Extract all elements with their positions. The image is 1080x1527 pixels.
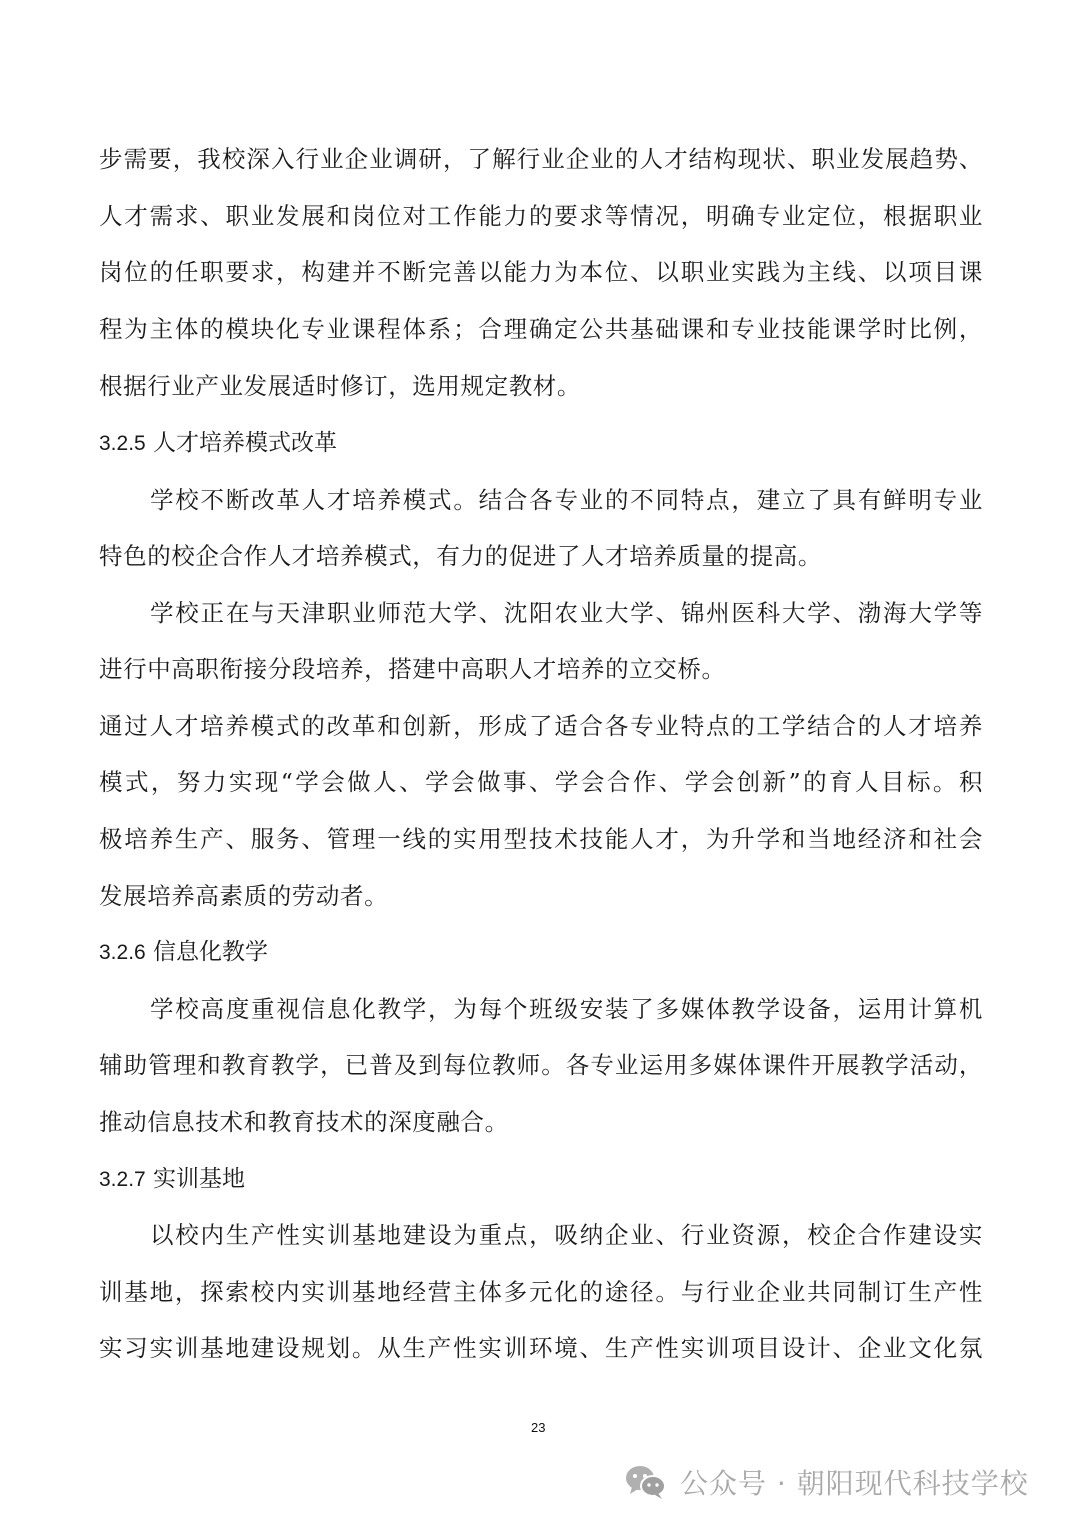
paragraph-line: 进行中高职衔接分段培养，搭建中高职人才培养的立交桥。: [99, 655, 726, 683]
section-title: 信息化教学: [153, 939, 269, 965]
section-number: 3.2.5: [99, 432, 146, 455]
paragraph-line: 极培养生产、服务、管理一线的实用型技术技能人才，为升学和当地经济和社会: [99, 825, 983, 853]
paragraph-line: 通过人才培养模式的改革和创新，形成了适合各专业特点的工学结合的人才培养: [99, 712, 983, 740]
section-heading: [99, 1163, 245, 1196]
paragraph-line: 以校内生产性实训基地建设为重点，吸纳企业、行业资源，校企合作建设实: [150, 1221, 983, 1249]
section-number: 3.2.6: [99, 941, 146, 964]
paragraph-line: 实习实训基地建设规划。从生产性实训环境、生产性实训项目设计、企业文化氛: [99, 1334, 983, 1362]
watermark-text: 公众号 · 朝阳现代科技学校: [680, 1467, 1029, 1500]
paragraph-line: 发展培养高素质的劳动者。: [99, 882, 389, 910]
paragraph-line: 程为主体的模块化专业课程体系；合理确定公共基础课和专业技能课学时比例，: [99, 315, 983, 343]
wechat-icon: [624, 1464, 668, 1500]
section-heading: [99, 936, 268, 969]
paragraph-line: 步需要，我校深入行业企业调研，了解行业企业的人才结构现状、职业发展趋势、: [99, 145, 983, 173]
watermark: [624, 1462, 1029, 1502]
paragraph-line: 训基地，探索校内实训基地经营主体多元化的途径。与行业企业共同制订生产性: [99, 1278, 983, 1306]
paragraph-line: 人才需求、职业发展和岗位对工作能力的要求等情况，明确专业定位，根据职业: [99, 202, 983, 230]
paragraph-line: 模式，努力实现“学会做人、学会做事、学会合作、学会创新”的育人目标。积: [99, 768, 983, 796]
paragraph-line: 推动信息技术和教育技术的深度融合。: [99, 1108, 509, 1136]
paragraph-line: 学校不断改革人才培养模式。结合各专业的不同特点，建立了具有鲜明专业: [150, 486, 983, 514]
section-title: 人才培养模式改革: [153, 430, 338, 456]
paragraph-line: 辅助管理和教育教学，已普及到每位教师。各专业运用多媒体课件开展教学活动，: [99, 1051, 983, 1079]
section-heading: [99, 427, 337, 460]
paragraph-line: 学校高度重视信息化教学，为每个班级安装了多媒体教学设备，运用计算机: [150, 995, 983, 1023]
page-number: 23: [531, 1420, 546, 1435]
section-number: 3.2.7: [99, 1168, 146, 1191]
paragraph-line: 根据行业产业发展适时修订，选用规定教材。: [99, 372, 581, 400]
paragraph-line: 学校正在与天津职业师范大学、沈阳农业大学、锦州医科大学、渤海大学等: [150, 599, 983, 627]
paragraph-line: 岗位的任职要求，构建并不断完善以能力为本位、以职业实践为主线、以项目课: [99, 258, 983, 286]
paragraph-line: 特色的校企合作人才培养模式，有力的促进了人才培养质量的提高。: [99, 542, 822, 570]
section-title: 实训基地: [153, 1166, 246, 1192]
